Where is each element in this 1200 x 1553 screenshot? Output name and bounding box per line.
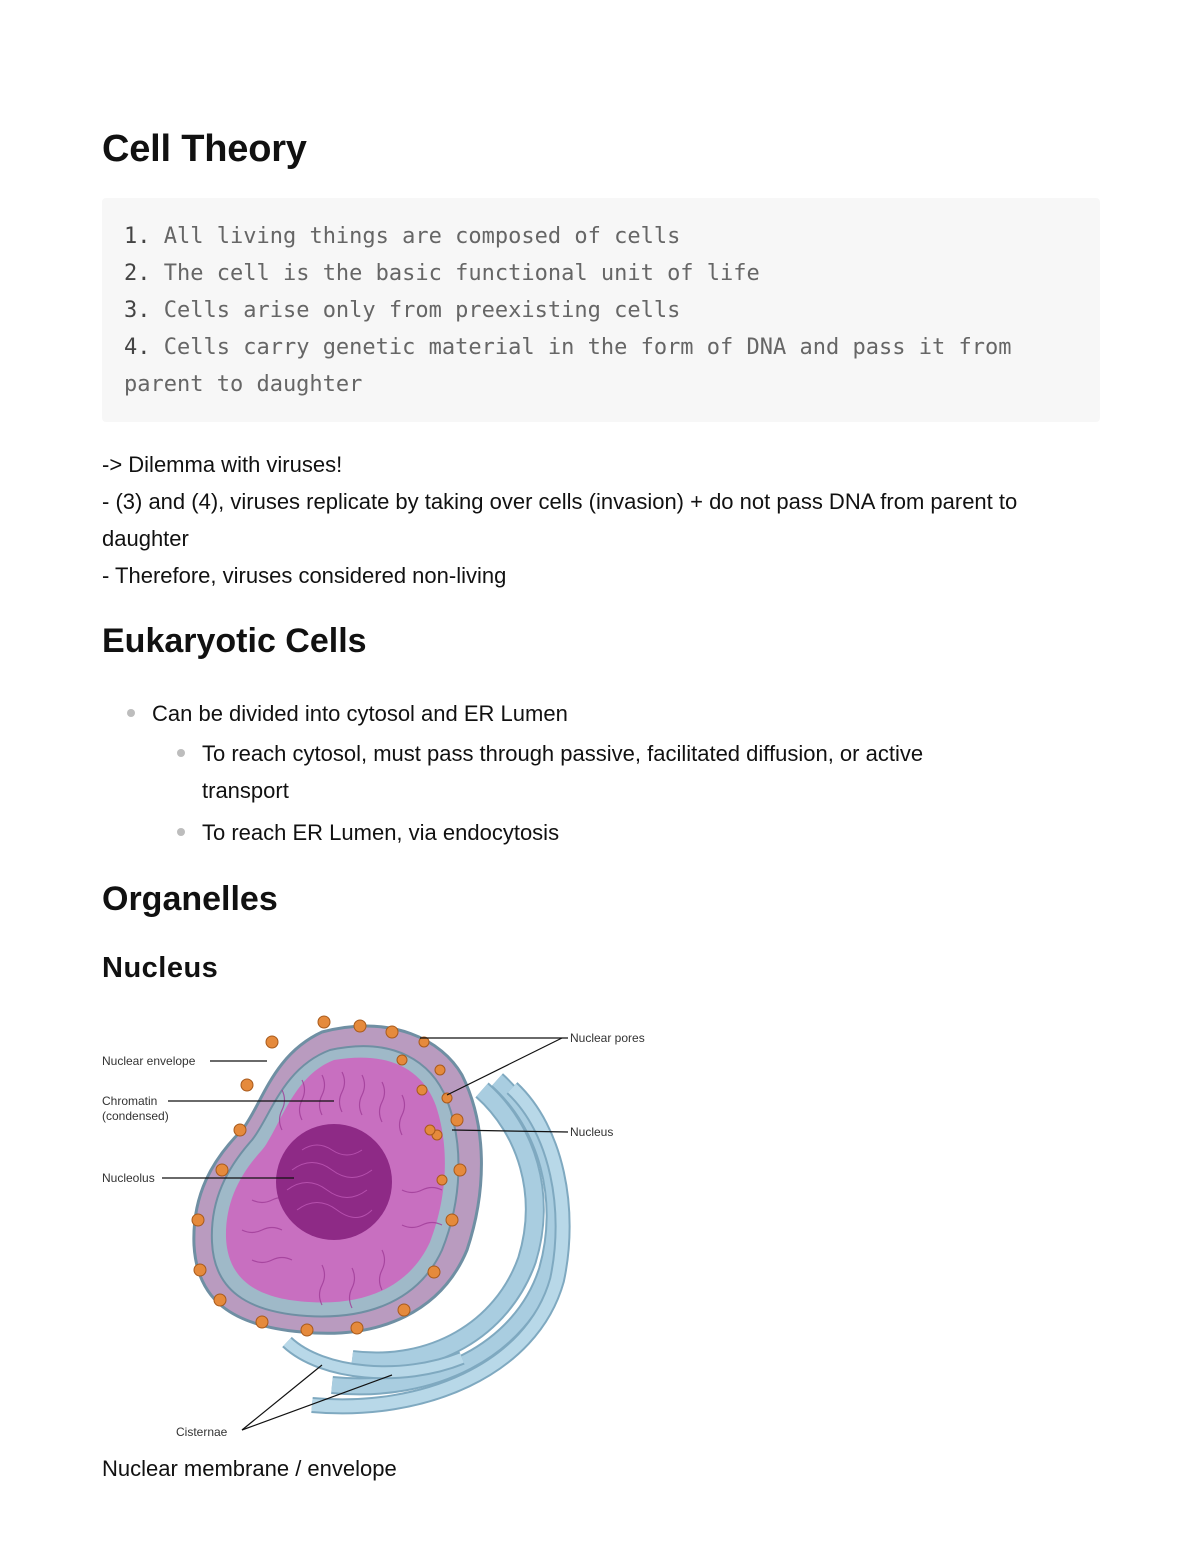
cell-theory-list bbox=[124, 218, 1078, 403]
list-item bbox=[124, 292, 1078, 329]
list-text: All living things are composed of cells bbox=[163, 224, 681, 249]
bullet-dot bbox=[127, 709, 135, 717]
list-item bbox=[102, 814, 1002, 851]
label-nucleolus: Nucleolus bbox=[102, 1171, 155, 1185]
label-chromatin-sub: (condensed) bbox=[102, 1109, 169, 1123]
cell-theory-code-block bbox=[102, 198, 1100, 422]
heading-organelles: Organelles bbox=[102, 880, 278, 918]
list-item bbox=[102, 695, 1102, 732]
list-number: 4. bbox=[124, 335, 151, 360]
label-cisternae: Cisternae bbox=[176, 1425, 228, 1439]
list-number: 3. bbox=[124, 298, 151, 323]
list-text: Cells arise only from preexisting cells bbox=[163, 298, 681, 323]
virus-dilemma-note bbox=[102, 446, 1062, 594]
figure-caption: Nuclear membrane / envelope bbox=[102, 1456, 397, 1481]
list-text: Cells carry genetic material in the form of DNA and pass it from parent to daughter bbox=[124, 335, 1012, 397]
label-nuclear-envelope: Nuclear envelope bbox=[102, 1054, 196, 1068]
bullet-dot bbox=[177, 828, 185, 836]
label-nuclear-pores: Nuclear pores bbox=[570, 1031, 645, 1045]
list-text: The cell is the basic functional unit of life bbox=[163, 261, 760, 286]
bullet-text: To reach cytosol, must pass through passive, facilitated diffusion, or active transport bbox=[202, 741, 924, 803]
list-item bbox=[124, 329, 1078, 403]
list-number: 1. bbox=[124, 224, 151, 249]
heading-nucleus: Nucleus bbox=[102, 952, 219, 984]
note-line: - Therefore, viruses considered non-living bbox=[102, 563, 507, 588]
heading-eukaryotic-cells: Eukaryotic Cells bbox=[102, 622, 367, 660]
note-line: - (3) and (4), viruses replicate by taking over cells (invasion) + do not pass DNA from parent to daughter bbox=[102, 489, 1018, 551]
bullet-text: To reach ER Lumen, via endocytosis bbox=[202, 820, 560, 845]
nucleus-illustration bbox=[102, 1010, 662, 1440]
heading-cell-theory: Cell Theory bbox=[102, 128, 307, 170]
nucleus-diagram bbox=[102, 1010, 662, 1440]
list-item bbox=[102, 735, 1002, 809]
note-line: -> Dilemma with viruses! bbox=[102, 452, 343, 477]
list-number: 2. bbox=[124, 261, 151, 286]
list-item bbox=[124, 218, 1078, 255]
bullet-dot bbox=[177, 749, 185, 757]
list-item bbox=[124, 255, 1078, 292]
bullet-text: Can be divided into cytosol and ER Lumen bbox=[152, 701, 568, 726]
eukaryotic-bullets bbox=[102, 695, 1102, 851]
label-chromatin: Chromatin bbox=[102, 1094, 158, 1108]
nucleolus bbox=[276, 1124, 392, 1240]
label-nucleus: Nucleus bbox=[570, 1125, 614, 1139]
